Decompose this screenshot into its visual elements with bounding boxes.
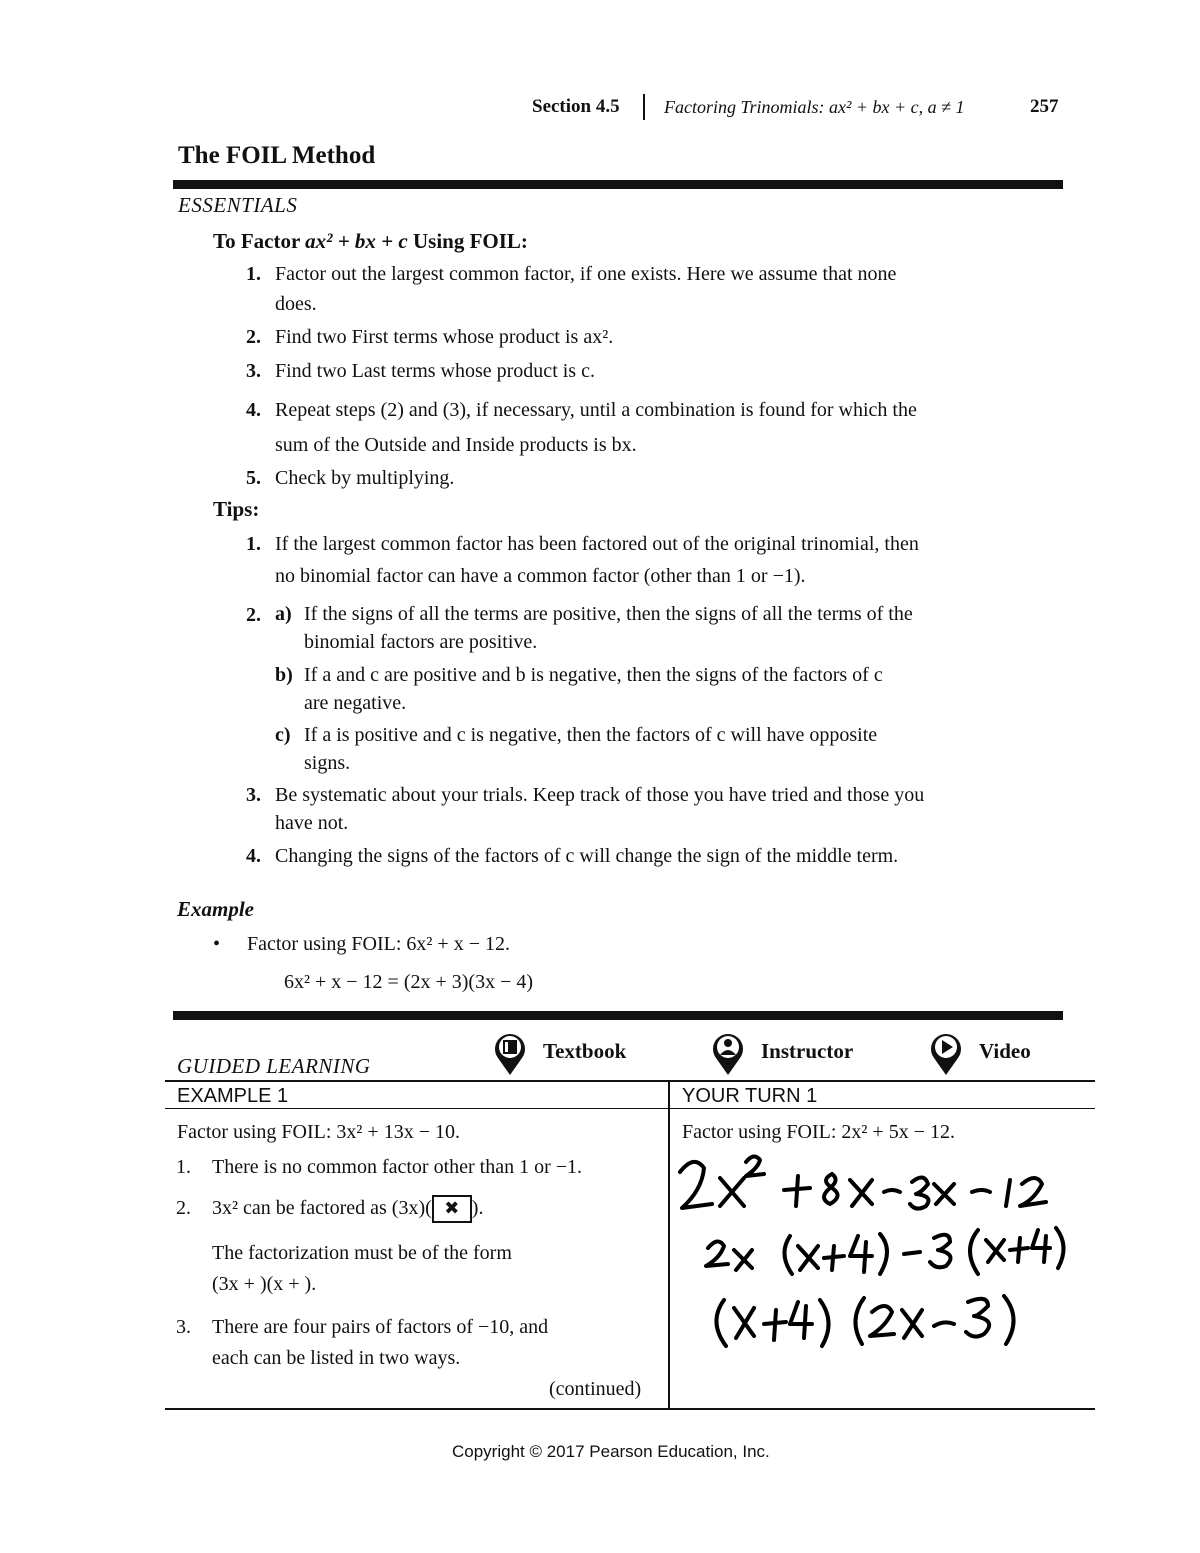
example-1-step-2-form: The factorization must be of the form (3x + )(x + ). [212,1242,512,1295]
header-divider [643,94,645,120]
table-head-rule [165,1108,1095,1109]
person-pin-icon[interactable] [711,1030,745,1076]
title-rule [173,180,1063,189]
continued-note: (continued) [549,1378,642,1400]
section-label: Section 4.5 [532,96,620,117]
tip-4: 4. Changing the signs of the factors of c will change the sign of the middle term. [246,845,899,867]
example-1-step-1: 1. There is no common factor other than 1 or −1. [176,1156,583,1178]
book-pin-icon[interactable] [493,1030,527,1076]
copyright-notice: Copyright © 2017 Pearson Education, Inc. [452,1442,770,1461]
section-topic: Factoring Trinomials: ax² + bx + c, a ≠ 1 [664,97,965,117]
video-label[interactable]: Video [979,1039,1031,1063]
essentials-step-2: 2. Find two First terms whose product is ax². [246,326,614,348]
tip-2c: c) If a is positive and c is negative, then the factors of c will have opposite signs. [275,724,878,774]
tip-3: 3. Be systematic about your trials. Keep track of those you have tried and those you have not. [246,784,925,834]
example-1-step-2: 2. 3x² can be factored as (3x)( ✖ ). [212,1193,483,1224]
example-prompt: Factor using FOIL: 6x² + x − 12. [247,933,510,955]
table-top-rule [165,1080,1095,1082]
essentials-step-5: 5. Check by multiplying. [246,467,455,489]
tip-1: 1. If the largest common factor has been factored out of the original trinomial, then no binomial factor can have a common factor (other than 1 or −1). [246,533,919,587]
essentials-heading: To Factor ax² + bx + c Using FOIL: [213,229,528,253]
guided-rule [173,1011,1063,1020]
essentials-step-1: 1. Factor out the largest common factor, if one exists. Here we assume that none does. [246,263,897,315]
example-solution: 6x² + x − 12 = (2x + 3)(3x − 4) [284,971,534,993]
example-label: Example [177,897,254,921]
example-1-heading: EXAMPLE 1 [177,1085,289,1107]
instructor-label[interactable]: Instructor [761,1039,854,1063]
essentials-label: ESSENTIALS [178,193,298,217]
play-pin-icon[interactable] [929,1030,963,1076]
table-bottom-rule [165,1408,1095,1410]
example-1-step-3: 3. There are four pairs of factors of −10, and each can be listed in two ways. [176,1316,549,1369]
textbook-label[interactable]: Textbook [543,1039,627,1063]
tips-label: Tips: [213,497,260,521]
tip-2b: b) If a and c are positive and b is negative, then the signs of the factors of c are negative. [275,664,883,714]
essentials-step-3: 3. Find two Last terms whose product is c. [246,360,595,382]
tip-2a: a) If the signs of all the terms are positive, then the signs of all the terms of the binomial factors are positive. [275,603,913,653]
your-turn-1-heading: YOUR TURN 1 [682,1085,818,1107]
answer-box[interactable]: ✖ [432,1195,472,1223]
example-bullet: • [213,933,221,955]
page-title: The FOIL Method [178,142,376,169]
essentials-step-4: 4. Repeat steps (2) and (3), if necessary, until a combination is found for which the sum of the Outside and Inside products is bx. [246,399,917,456]
table-column-divider [668,1080,670,1410]
guided-learning-label: GUIDED LEARNING [177,1054,371,1078]
handwritten-answer [672,1150,1122,1360]
page-number: 257 [1030,96,1059,117]
your-turn-1-prompt: Factor using FOIL: 2x² + 5x − 12. [682,1121,955,1143]
example-1-prompt: Factor using FOIL: 3x² + 13x − 10. [177,1121,460,1143]
